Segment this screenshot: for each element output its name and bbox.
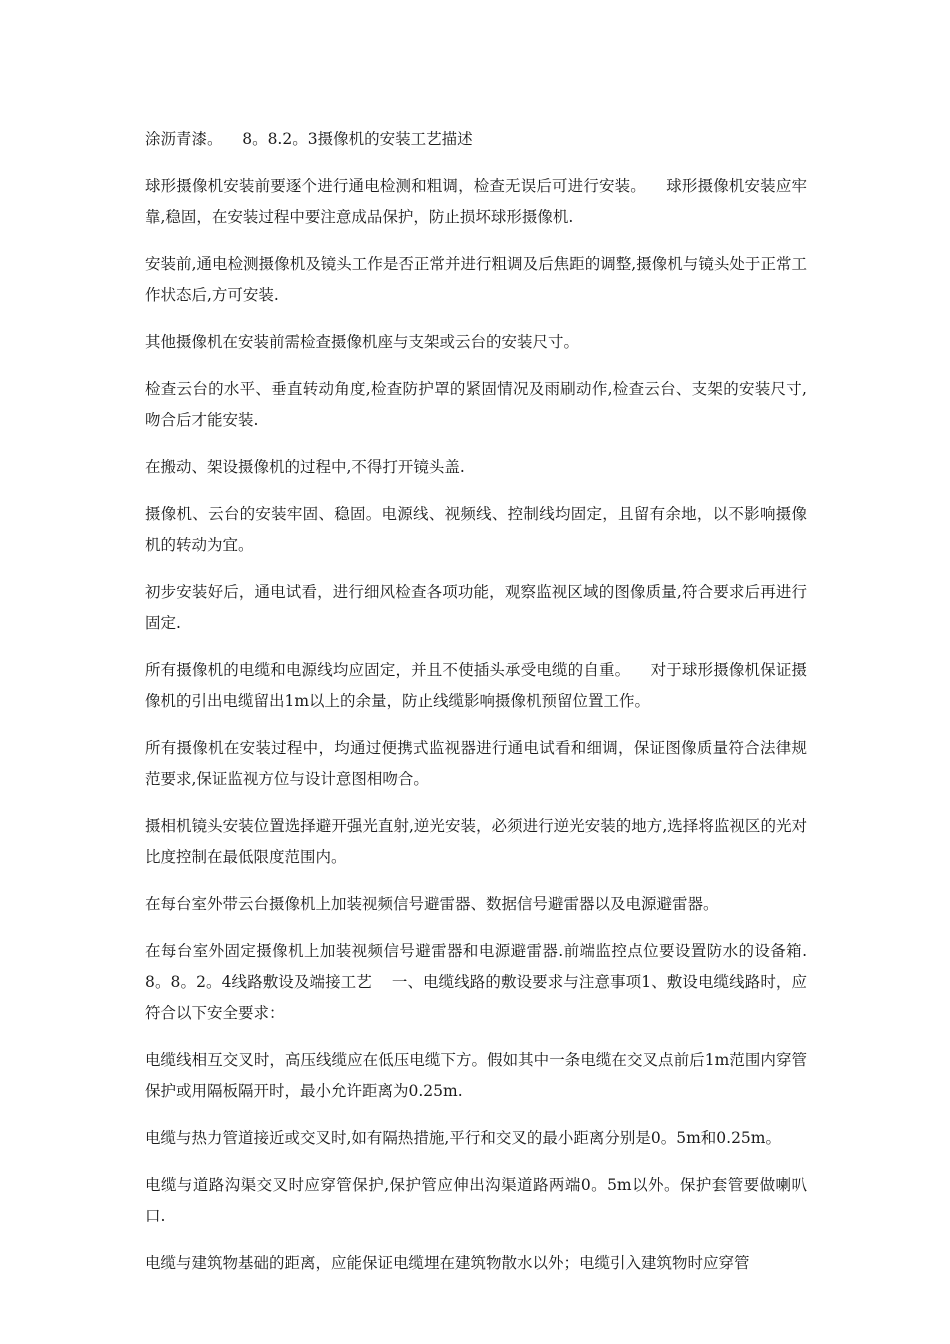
paragraph-10: 所有摄像机在安装过程中，均通过便携式监视器进行通电试看和细调，保证图像质量符合法律规范要求,保证监视方位与设计意图相吻合。 (145, 739, 807, 788)
paragraph-6: 在搬动、架设摄像机的过程中,不得打开镜头盖. (145, 458, 465, 476)
document-page (145, 124, 807, 1295)
paragraph-15: 电缆与热力管道接近或交叉时,如有隔热措施,平行和交叉的最小距离分别是0。5m和0.25m。 (145, 1129, 781, 1147)
paragraph-8: 初步安装好后，通电试看，进行细风检查各项功能，观察监视区域的图像质量,符合要求后再进行固定. (145, 583, 807, 632)
paragraph-5: 检查云台的水平、垂直转动角度,检查防护罩的紧固情况及雨刷动作,检查云台、支架的安装尺寸,吻合后才能安装. (145, 380, 807, 429)
paragraph-13: 在每台室外固定摄像机上加装视频信号避雷器和电源避雷器.前端监控点位要设置防水的设备箱.8。8。2。4线路敷设及端接工艺 一、电缆线路的敷设要求与注意事项1、敷设电缆线路时，应符合以下安全要求： (145, 942, 807, 1022)
paragraph-17: 电缆与建筑物基础的距离，应能保证电缆埋在建筑物散水以外；电缆引入建筑物时应穿管 (145, 1254, 750, 1272)
paragraph-3: 安装前,通电检测摄像机及镜头工作是否正常并进行粗调及后焦距的调整,摄像机与镜头处于正常工作状态后,方可安装. (145, 255, 807, 304)
paragraph-16: 电缆与道路沟渠交叉时应穿管保护,保护管应伸出沟渠道路两端0。5m以外。保护套管要做喇叭口. (145, 1176, 807, 1225)
paragraph-11: 摄相机镜头安装位置选择避开强光直射,逆光安装，必须进行逆光安装的地方,选择将监视区的光对比度控制在最低限度范围内。 (145, 817, 807, 866)
paragraph-9: 所有摄像机的电缆和电源线均应固定，并且不使插头承受电缆的自重。 对于球形摄像机保证摄像机的引出电缆留出1m以上的余量，防止线缆影响摄像机预留位置工作。 (145, 661, 807, 710)
paragraph-14: 电缆线相互交叉时，高压线缆应在低压电缆下方。假如其中一条电缆在交叉点前后1m范围内穿管保护或用隔板隔开时，最小允许距离为0.25m. (145, 1051, 807, 1100)
paragraph-1: 涂沥青漆。 8。8.2。3摄像机的安装工艺描述 (145, 130, 473, 148)
paragraph-12: 在每台室外带云台摄像机上加装视频信号避雷器、数据信号避雷器以及电源避雷器。 (145, 895, 719, 913)
paragraph-4: 其他摄像机在安装前需检查摄像机座与支架或云台的安装尺寸。 (145, 333, 580, 351)
paragraph-7: 摄像机、云台的安装牢固、稳固。电源线、视频线、控制线均固定，且留有余地，以不影响摄像机的转动为宜。 (145, 505, 807, 554)
paragraph-2: 球形摄像机安装前要逐个进行通电检测和粗调，检查无误后可进行安装。 球形摄像机安装应牢靠,稳固，在安装过程中要注意成品保护，防止损坏球形摄像机. (145, 177, 807, 226)
